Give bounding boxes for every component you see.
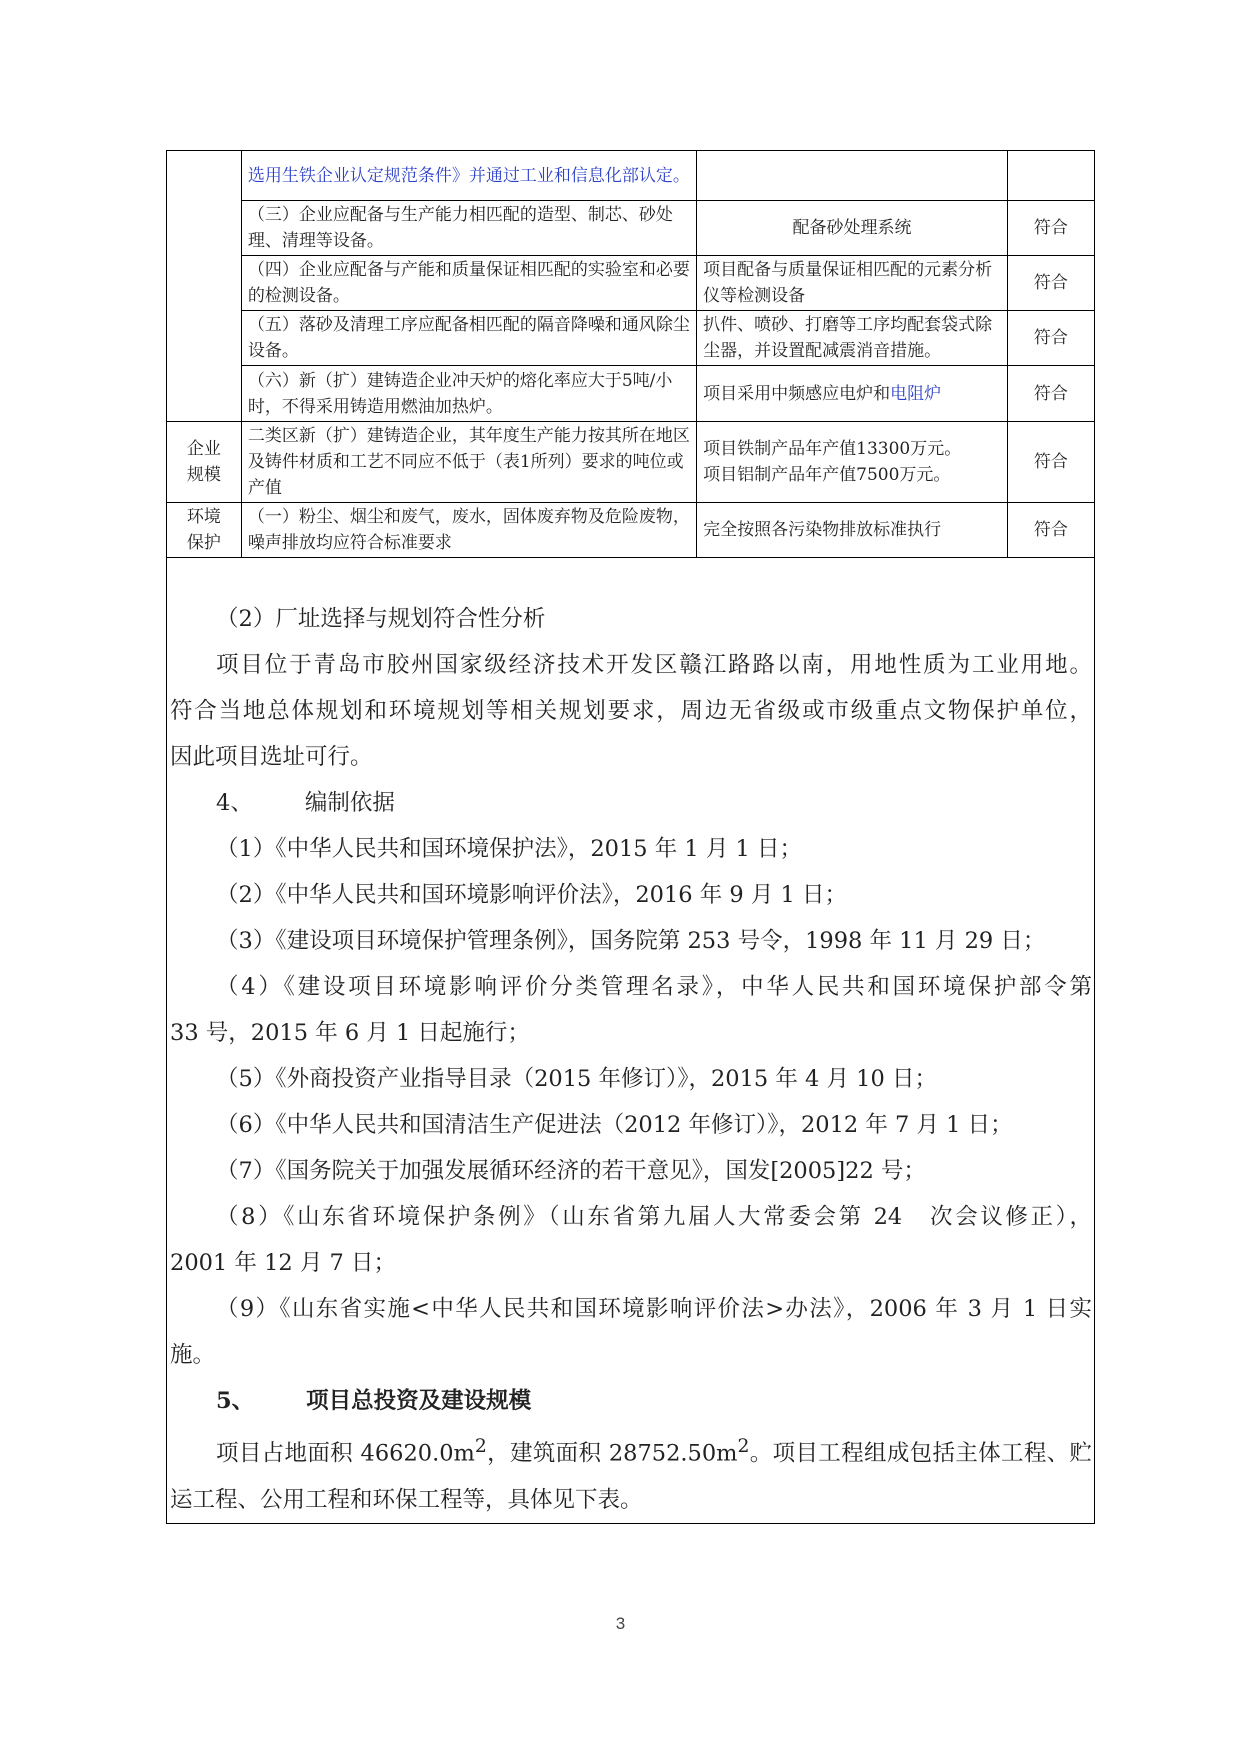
list-item: （6）《中华人民共和国清洁生产促进法（2012 年修订）》，2012 年 7 月 1 日； (216, 1112, 1013, 1138)
section-heading (170, 780, 1092, 826)
section-heading: （2）厂址选择与规划符合性分析 (216, 606, 546, 632)
section-number: 5、 (216, 1388, 255, 1414)
table-row (167, 366, 1095, 422)
paragraph-line: 因此项目选址可行。 (170, 744, 373, 770)
table-cell-requirement: （四）企业应配备与产能和质量保证相匹配的实验室和必要的检测设备。 (241, 256, 696, 311)
table-cell-requirement: 二类区新（扩）建铸造企业，其年度生产能力按其所在地区及铸件材质和工艺不同应不低于（表1所列）要求的吨位或产值 (241, 422, 696, 503)
table-row (167, 151, 1095, 201)
table-row (167, 422, 1095, 503)
section-heading (170, 1378, 1092, 1424)
compliance-table (166, 150, 1095, 558)
table-cell-category: 企业 规模 (167, 422, 242, 503)
table-cell-requirement: （一）粉尘、烟尘和废气，废水，固体废弃物及危险废物，噪声排放均应符合标准要求 (241, 503, 696, 558)
table-cell-measure: 配备砂处理系统 (697, 201, 1008, 256)
measure-text: 项目采用中频感应电炉和 (703, 383, 891, 404)
list-item: （2）《中华人民共和国环境影响评价法》，2016 年 9 月 1 日； (216, 882, 847, 908)
section-title: 项目总投资及建设规模 (306, 1388, 532, 1414)
table-cell-measure (697, 366, 1008, 422)
measure-highlight: 电阻炉 (890, 383, 942, 404)
table-cell-requirement: （五）落砂及清理工序应配备相匹配的隔音降噪和通风除尘设备。 (241, 311, 696, 366)
text-span: 项目占地面积 46620.0m (216, 1440, 475, 1467)
list-item: （8）《山东省环境保护条例》（山东省第九届人大常委会第 24 次会议修正）， (216, 1204, 1092, 1230)
section-number: 4、 (216, 790, 253, 816)
table-cell-verdict: 符合 (1007, 311, 1094, 366)
section-title: 编制依据 (304, 790, 395, 816)
document-body (170, 596, 1092, 1523)
table-cell-verdict: 符合 (1007, 503, 1094, 558)
paragraph-line: 运工程、公用工程和环保工程等，具体见下表。 (170, 1486, 643, 1513)
table-row (167, 256, 1095, 311)
list-item-continued: 33 号，2015 年 6 月 1 日起施行； (170, 1020, 530, 1046)
table-cell-verdict (1007, 151, 1094, 201)
table-cell-measure: 项目铁制产品年产值13300万元。 项目铝制产品年产值7500万元。 (697, 422, 1008, 503)
paragraph-line (170, 1424, 1092, 1477)
table-cell-category: 环境 保护 (167, 503, 242, 558)
table-cell-measure (697, 151, 1008, 201)
table-cell-category-empty (167, 151, 242, 422)
superscript: 2 (737, 1436, 750, 1457)
superscript: 2 (474, 1436, 487, 1457)
table-cell-measure: 完全按照各污染物排放标准执行 (697, 503, 1008, 558)
table-cell-measure: 扒件、喷砂、打磨等工序均配套袋式除尘器，并设置配减震消音措施。 (697, 311, 1008, 366)
table-cell-verdict: 符合 (1007, 366, 1094, 422)
table-cell-verdict: 符合 (1007, 256, 1094, 311)
list-item: （1）《中华人民共和国环境保护法》，2015 年 1 月 1 日； (216, 836, 802, 862)
table-row (167, 201, 1095, 256)
list-item: （7）《国务院关于加强发展循环经济的若干意见》，国发[2005]22 号； (216, 1158, 926, 1184)
text-span: 。项目工程组成包括主体工程、贮 (749, 1440, 1092, 1467)
list-item-continued: 施。 (170, 1342, 216, 1368)
list-item: （3）《建设项目环境保护管理条例》，国务院第 253 号令，1998 年 11 月 29 日； (216, 928, 1046, 954)
list-item: （5）《外商投资产业指导目录（2015 年修订）》，2015 年 4 月 10 日； (216, 1066, 937, 1092)
table-cell-requirement: （六）新（扩）建铸造企业冲天炉的熔化率应大于5吨/小时，不得采用铸造用燃油加热炉。 (241, 366, 696, 422)
table-row (167, 311, 1095, 366)
page-number: 3 (615, 1614, 626, 1633)
list-item: （4）《建设项目环境影响评价分类管理名录》，中华人民共和国环境保护部令第 (216, 974, 1092, 1000)
table-cell-verdict: 符合 (1007, 201, 1094, 256)
table-cell-verdict: 符合 (1007, 422, 1094, 503)
table-cell-requirement: 选用生铁企业认定规范条件》并通过工业和信息化部认定。 (241, 151, 696, 201)
list-item-continued: 2001 年 12 月 7 日； (170, 1250, 396, 1276)
table-row (167, 503, 1095, 558)
table-cell-measure: 项目配备与质量保证相匹配的元素分析仪等检测设备 (697, 256, 1008, 311)
table-cell-requirement: （三）企业应配备与生产能力相匹配的造型、制芯、砂处理、清理等设备。 (241, 201, 696, 256)
paragraph-line: 符合当地总体规划和环境规划等相关规划要求，周边无省级或市级重点文物保护单位， (170, 698, 1092, 724)
text-span: ，建筑面积 28752.50m (486, 1440, 738, 1467)
list-item: （9）《山东省实施<中华人民共和国环境影响评价法>办法》，2006 年 3 月 1 日实 (216, 1296, 1092, 1322)
paragraph-line: 项目位于青岛市胶州国家级经济技术开发区赣江路路以南，用地性质为工业用地。 (216, 652, 1092, 678)
